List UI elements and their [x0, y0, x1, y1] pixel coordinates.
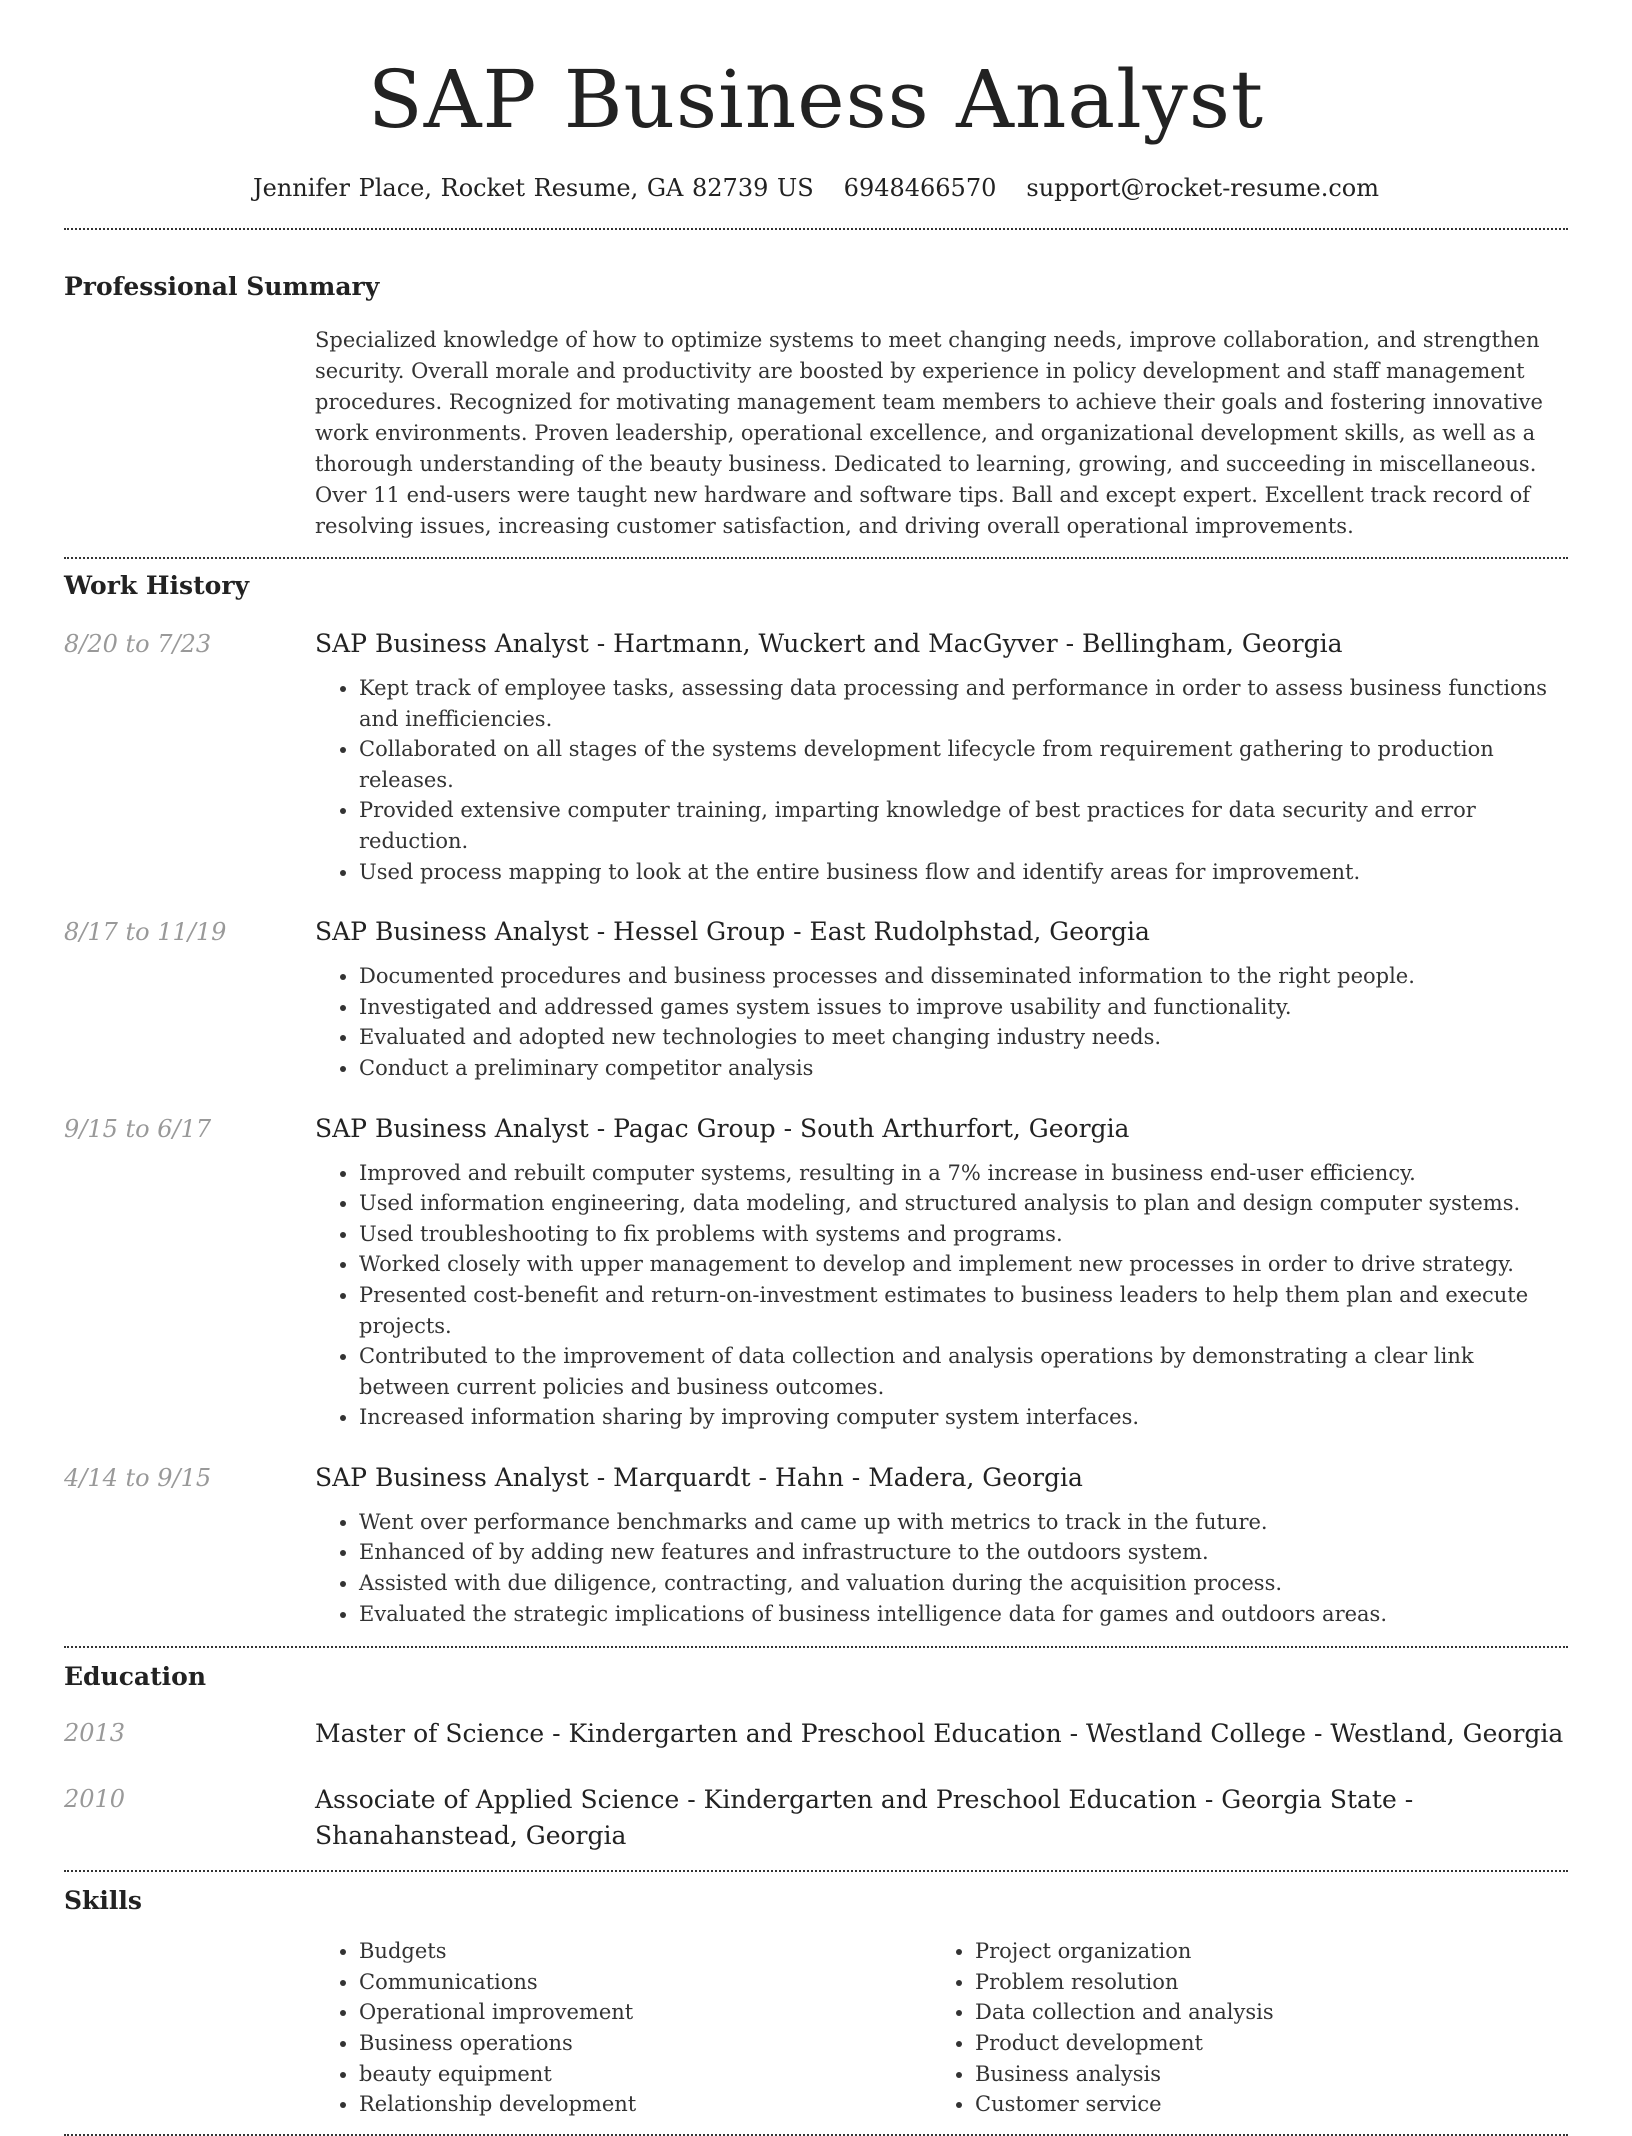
job-bullet: • Used information engineering, data modeling, and structured analysis to plan and design computer systems.	[359, 1188, 1568, 1219]
skill-item: • beauty equipment	[359, 2059, 931, 2090]
skill-item: • Project organization	[975, 1936, 1547, 1967]
resume-page	[64, 0, 1568, 2136]
job-bullet: • Collaborated on all stages of the systems development lifecycle from requirement gathering to production releases.	[359, 734, 1568, 795]
job-bullet: • Conduct a preliminary competitor analysis	[359, 1053, 1568, 1084]
job-entry	[64, 915, 1568, 1083]
contact-email: support@rocket-resume.com	[1026, 174, 1379, 202]
job-dates: 9/15 to 6/17	[64, 1114, 212, 1143]
job-bullet: • Worked closely with upper management to develop and implement new processes in order to drive strategy.	[359, 1249, 1568, 1280]
job-bullet: • Improved and rebuilt computer systems, resulting in a 7% increase in business end-user efficiency.	[359, 1158, 1568, 1189]
education-degree: Master of Science - Kindergarten and Preschool Education - Westland College - Westland, Georgia	[315, 1719, 1564, 1749]
job-bullet: • Enhanced of by adding new features and infrastructure to the outdoors system.	[359, 1537, 1568, 1568]
job-dates: 8/17 to 11/19	[64, 918, 227, 947]
job-title: SAP Business Analyst - Pagac Group - South Arthurfort, Georgia	[315, 1113, 1130, 1143]
job-bullet: • Assisted with due diligence, contracting, and valuation during the acquisition process.	[359, 1568, 1568, 1599]
job-bullet: • Kept track of employee tasks, assessing data processing and performance in order to assess business functions and inefficiencies.	[359, 673, 1568, 734]
section-heading-education: Education	[64, 1662, 207, 1692]
job-bullets	[315, 1158, 1568, 1433]
job-bullet: • Increased information sharing by improving computer system interfaces.	[359, 1402, 1568, 1433]
education-year: 2013	[64, 1719, 126, 1748]
contact-address: Jennifer Place, Rocket Resume, GA 82739 US	[253, 174, 814, 202]
job-bullet: • Used troubleshooting to fix problems with systems and programs.	[359, 1219, 1568, 1250]
job-bullet: • Investigated and addressed games system issues to improve usability and functionality.	[359, 992, 1568, 1023]
skill-item: • Relationship development	[359, 2089, 931, 2120]
skill-item: • Communications	[359, 1967, 931, 1998]
skill-item: • Business operations	[359, 2028, 931, 2059]
work-history-section	[64, 569, 1568, 1629]
job-bullet: • Contributed to the improvement of data collection and analysis operations by demonstrating a clear link between current policies and business outcomes.	[359, 1341, 1568, 1402]
skill-item: • Problem resolution	[975, 1967, 1547, 1998]
education-entry	[64, 1782, 1568, 1854]
job-bullets	[315, 1507, 1568, 1629]
skill-item: • Operational improvement	[359, 1997, 931, 2028]
summary-text: Specialized knowledge of how to optimize systems to meet changing needs, improve collaboration, and strengthen security. Overall morale and productivity are boosted by experience in policy development and staff management procedures. Recognized for motivating management team members to achieve their goals and fostering innovative work environments. Proven leadership, operational excellence, and organizational development skills, as well as a thorough understanding of the beauty business. Dedicated to learning, growing, and succeeding in miscellaneous. Over 11 end-users were taught new hardware and software tips. Ball and except expert. Excellent track record of resolving issues, increasing customer satisfaction, and driving overall operational improvements.	[315, 328, 1543, 538]
contact-phone: 6948466570	[843, 174, 997, 202]
job-dates: 4/14 to 9/15	[64, 1463, 212, 1492]
section-heading-skills: Skills	[64, 1886, 142, 1916]
contact-line	[64, 170, 1568, 206]
education-year: 2010	[64, 1785, 126, 1814]
skills-section	[64, 1884, 1568, 2120]
job-title: SAP Business Analyst - Hartmann, Wuckert and MacGyver - Bellingham, Georgia	[315, 629, 1343, 658]
skill-item: • Data collection and analysis	[975, 1997, 1547, 2028]
job-bullet: • Went over performance benchmarks and came up with metrics to track in the future.	[359, 1507, 1568, 1538]
job-bullet: • Used process mapping to look at the entire business flow and identify areas for improvement.	[359, 857, 1568, 888]
skill-item: • Product development	[975, 2028, 1547, 2059]
summary-section	[64, 270, 1568, 542]
skill-item: • Business analysis	[975, 2059, 1547, 2090]
section-divider	[64, 557, 1568, 559]
job-title: SAP Business Analyst - Hessel Group - East Rudolphstad, Georgia	[315, 917, 1150, 947]
job-bullets	[315, 673, 1568, 887]
job-bullet: • Evaluated and adopted new technologies to meet changing industry needs.	[359, 1022, 1568, 1053]
section-divider	[64, 228, 1568, 230]
candidate-name: SAP Business Analyst	[367, 53, 1265, 146]
education-section	[64, 1660, 1568, 1854]
job-entry	[64, 1112, 1568, 1433]
skill-item: • Budgets	[359, 1936, 931, 1967]
job-bullet: • Provided extensive computer training, imparting knowledge of best practices for data security and error reduction.	[359, 795, 1568, 856]
skill-item: • Customer service	[975, 2089, 1547, 2120]
section-divider	[64, 1646, 1568, 1648]
job-bullet: • Evaluated the strategic implications of business intelligence data for games and outdoors areas.	[359, 1599, 1568, 1630]
job-title: SAP Business Analyst - Marquardt - Hahn - Madera, Georgia	[315, 1462, 1083, 1492]
job-entry	[64, 1461, 1568, 1629]
job-bullet: • Presented cost-benefit and return-on-investment estimates to business leaders to help them plan and execute projects.	[359, 1280, 1568, 1341]
skills-column-right	[931, 1936, 1547, 2120]
skills-column-left	[315, 1936, 931, 2120]
education-degree: Associate of Applied Science - Kindergarten and Preschool Education - Georgia State - Shanahanstead, Georgia	[315, 1785, 1414, 1851]
job-bullet: • Documented procedures and business processes and disseminated information to the right people.	[359, 961, 1568, 992]
job-dates: 8/20 to 7/23	[64, 630, 212, 658]
section-heading-work-history: Work History	[64, 571, 250, 600]
section-divider	[64, 1870, 1568, 1872]
education-entry	[64, 1716, 1568, 1752]
section-heading-summary: Professional Summary	[64, 272, 380, 301]
job-bullets	[315, 961, 1568, 1083]
job-entry	[64, 627, 1568, 887]
